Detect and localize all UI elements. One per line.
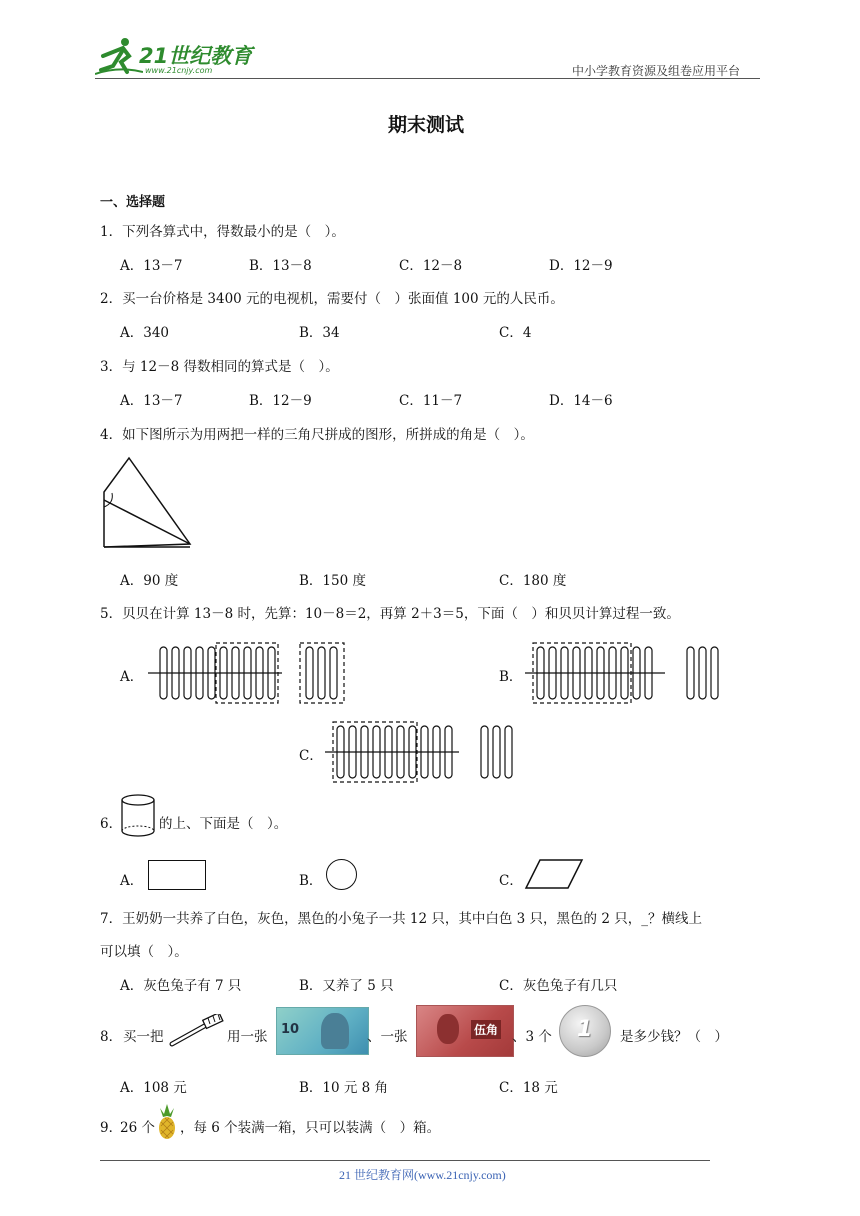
sticks-figure-c: [325, 720, 525, 784]
option-a[interactable]: A．90 度: [120, 573, 179, 589]
question-number: 4．: [100, 427, 123, 443]
header-right-text: 中小学教育资源及组卷应用平台: [572, 64, 741, 78]
question-2: [100, 287, 564, 307]
question-7-line2: 可以填（ ）。: [100, 944, 188, 960]
option-b[interactable]: B．150 度: [299, 573, 366, 589]
option-c[interactable]: C．4: [499, 325, 532, 341]
option-a[interactable]: A．340: [120, 325, 170, 341]
question-8-part1: 买一把: [123, 1029, 164, 1045]
question-7: [100, 907, 702, 927]
option-d[interactable]: D．14－6: [549, 393, 613, 409]
question-text: 下列各算式中，得数最小的是（ ）。: [122, 224, 345, 240]
question-3: [100, 355, 339, 375]
option-b[interactable]: B．13－8: [249, 258, 312, 274]
parallelogram-shape: [524, 858, 586, 890]
sticks-figure-a: [148, 641, 348, 705]
option-a[interactable]: A．灰色兔子有 7 只: [120, 978, 242, 994]
ten-yuan-banknote-icon: 10: [276, 1007, 369, 1055]
one-yuan-coin-icon: 1: [559, 1005, 611, 1057]
option-b-label[interactable]: B．: [499, 669, 523, 685]
option-b[interactable]: B．又养了 5 只: [299, 978, 394, 994]
cylinder-icon: [119, 793, 157, 839]
question-number: 5．: [100, 606, 123, 622]
question-number: 3．: [100, 359, 123, 375]
runner-logo-icon: [95, 36, 143, 76]
question-8-part3: 、一张: [367, 1029, 408, 1045]
question-number: 7．: [100, 911, 123, 927]
option-a[interactable]: A．13－7: [120, 258, 183, 274]
logo-url: www.21cnjy.com: [145, 66, 213, 75]
question-number: 2．: [100, 291, 123, 307]
footer-rule: [100, 1160, 710, 1161]
option-b[interactable]: B．12－9: [249, 393, 312, 409]
question-text: 如下图所示为用两把一样的三角尺拼成的图形，所拼成的角是（ ）。: [122, 427, 534, 443]
counting-stick: [711, 647, 718, 699]
question-text: 贝贝在计算 13－8 时，先算：10－8＝2，再算 2＋3＝5，下面（ ）和贝贝计算过程一致。: [122, 606, 680, 622]
option-d[interactable]: D．12－9: [549, 258, 613, 274]
option-a-label[interactable]: A．: [120, 873, 144, 889]
question-8-number: 8．: [100, 1029, 123, 1045]
option-a-label[interactable]: A．: [120, 669, 144, 685]
header-rule: [95, 78, 760, 79]
question-9-part1: 26 个: [120, 1120, 155, 1136]
counting-stick: [493, 726, 500, 778]
counting-stick: [481, 726, 488, 778]
question-number: 1．: [100, 224, 123, 240]
question-8-part4: 、3 个: [512, 1029, 552, 1045]
question-6-number: 6．: [100, 816, 123, 832]
circle-shape: [326, 859, 357, 890]
section-heading: 一、选择题: [100, 195, 166, 210]
counting-stick: [330, 647, 337, 699]
question-9-number: 9．: [100, 1120, 123, 1136]
option-b[interactable]: B．34: [299, 325, 340, 341]
five-jiao-banknote-icon: 伍角: [416, 1005, 514, 1057]
header-logo: [95, 36, 265, 78]
question-8-part5: 是多少钱？（ ）: [620, 1029, 728, 1045]
option-b-label[interactable]: B．: [299, 873, 323, 889]
counting-stick: [699, 647, 706, 699]
question-9-part2: ，每 6 个装满一箱，只可以装满（ ）箱。: [180, 1120, 441, 1136]
option-c[interactable]: C．18 元: [499, 1080, 558, 1096]
option-c-label[interactable]: C．: [299, 748, 323, 764]
option-a[interactable]: A．108 元: [120, 1080, 187, 1096]
counting-stick: [306, 647, 313, 699]
question-8-part2: 用一张: [227, 1029, 268, 1045]
question-text: 与 12－8 得数相同的算式是（ ）。: [122, 359, 339, 375]
logo-text: 21世纪教育: [139, 44, 253, 68]
pineapple-icon: [156, 1104, 178, 1140]
option-a[interactable]: A．13－7: [120, 393, 183, 409]
question-1: [100, 220, 345, 240]
toothbrush-icon: [168, 1014, 228, 1048]
counting-stick: [687, 647, 694, 699]
question-6-text: 的上、下面是（ ）。: [159, 816, 288, 832]
counting-stick: [318, 647, 325, 699]
counting-stick: [505, 726, 512, 778]
question-4: [100, 423, 534, 443]
page-title: 期末测试: [388, 114, 465, 136]
triangle-rulers-figure: [100, 455, 200, 550]
option-c[interactable]: C．180 度: [499, 573, 567, 589]
rectangle-shape: [148, 860, 206, 890]
question-text: 王奶奶一共养了白色，灰色，黑色的小兔子一共 12 只，其中白色 3 只，黑色的 2 只，_？横线上: [122, 911, 702, 927]
question-5: [100, 602, 680, 622]
option-c-label[interactable]: C．: [499, 873, 523, 889]
footer-text[interactable]: 21 世纪教育网(www.21cnjy.com): [339, 1168, 506, 1182]
question-text: 买一台价格是 3400 元的电视机，需要付（ ）张面值 100 元的人民币。: [122, 291, 564, 307]
sticks-figure-b: [525, 641, 755, 705]
option-c[interactable]: C．11－7: [399, 393, 463, 409]
option-c[interactable]: C．灰色兔子有几只: [499, 978, 618, 994]
option-c[interactable]: C．12－8: [399, 258, 463, 274]
option-b[interactable]: B．10 元 8 角: [299, 1080, 389, 1096]
